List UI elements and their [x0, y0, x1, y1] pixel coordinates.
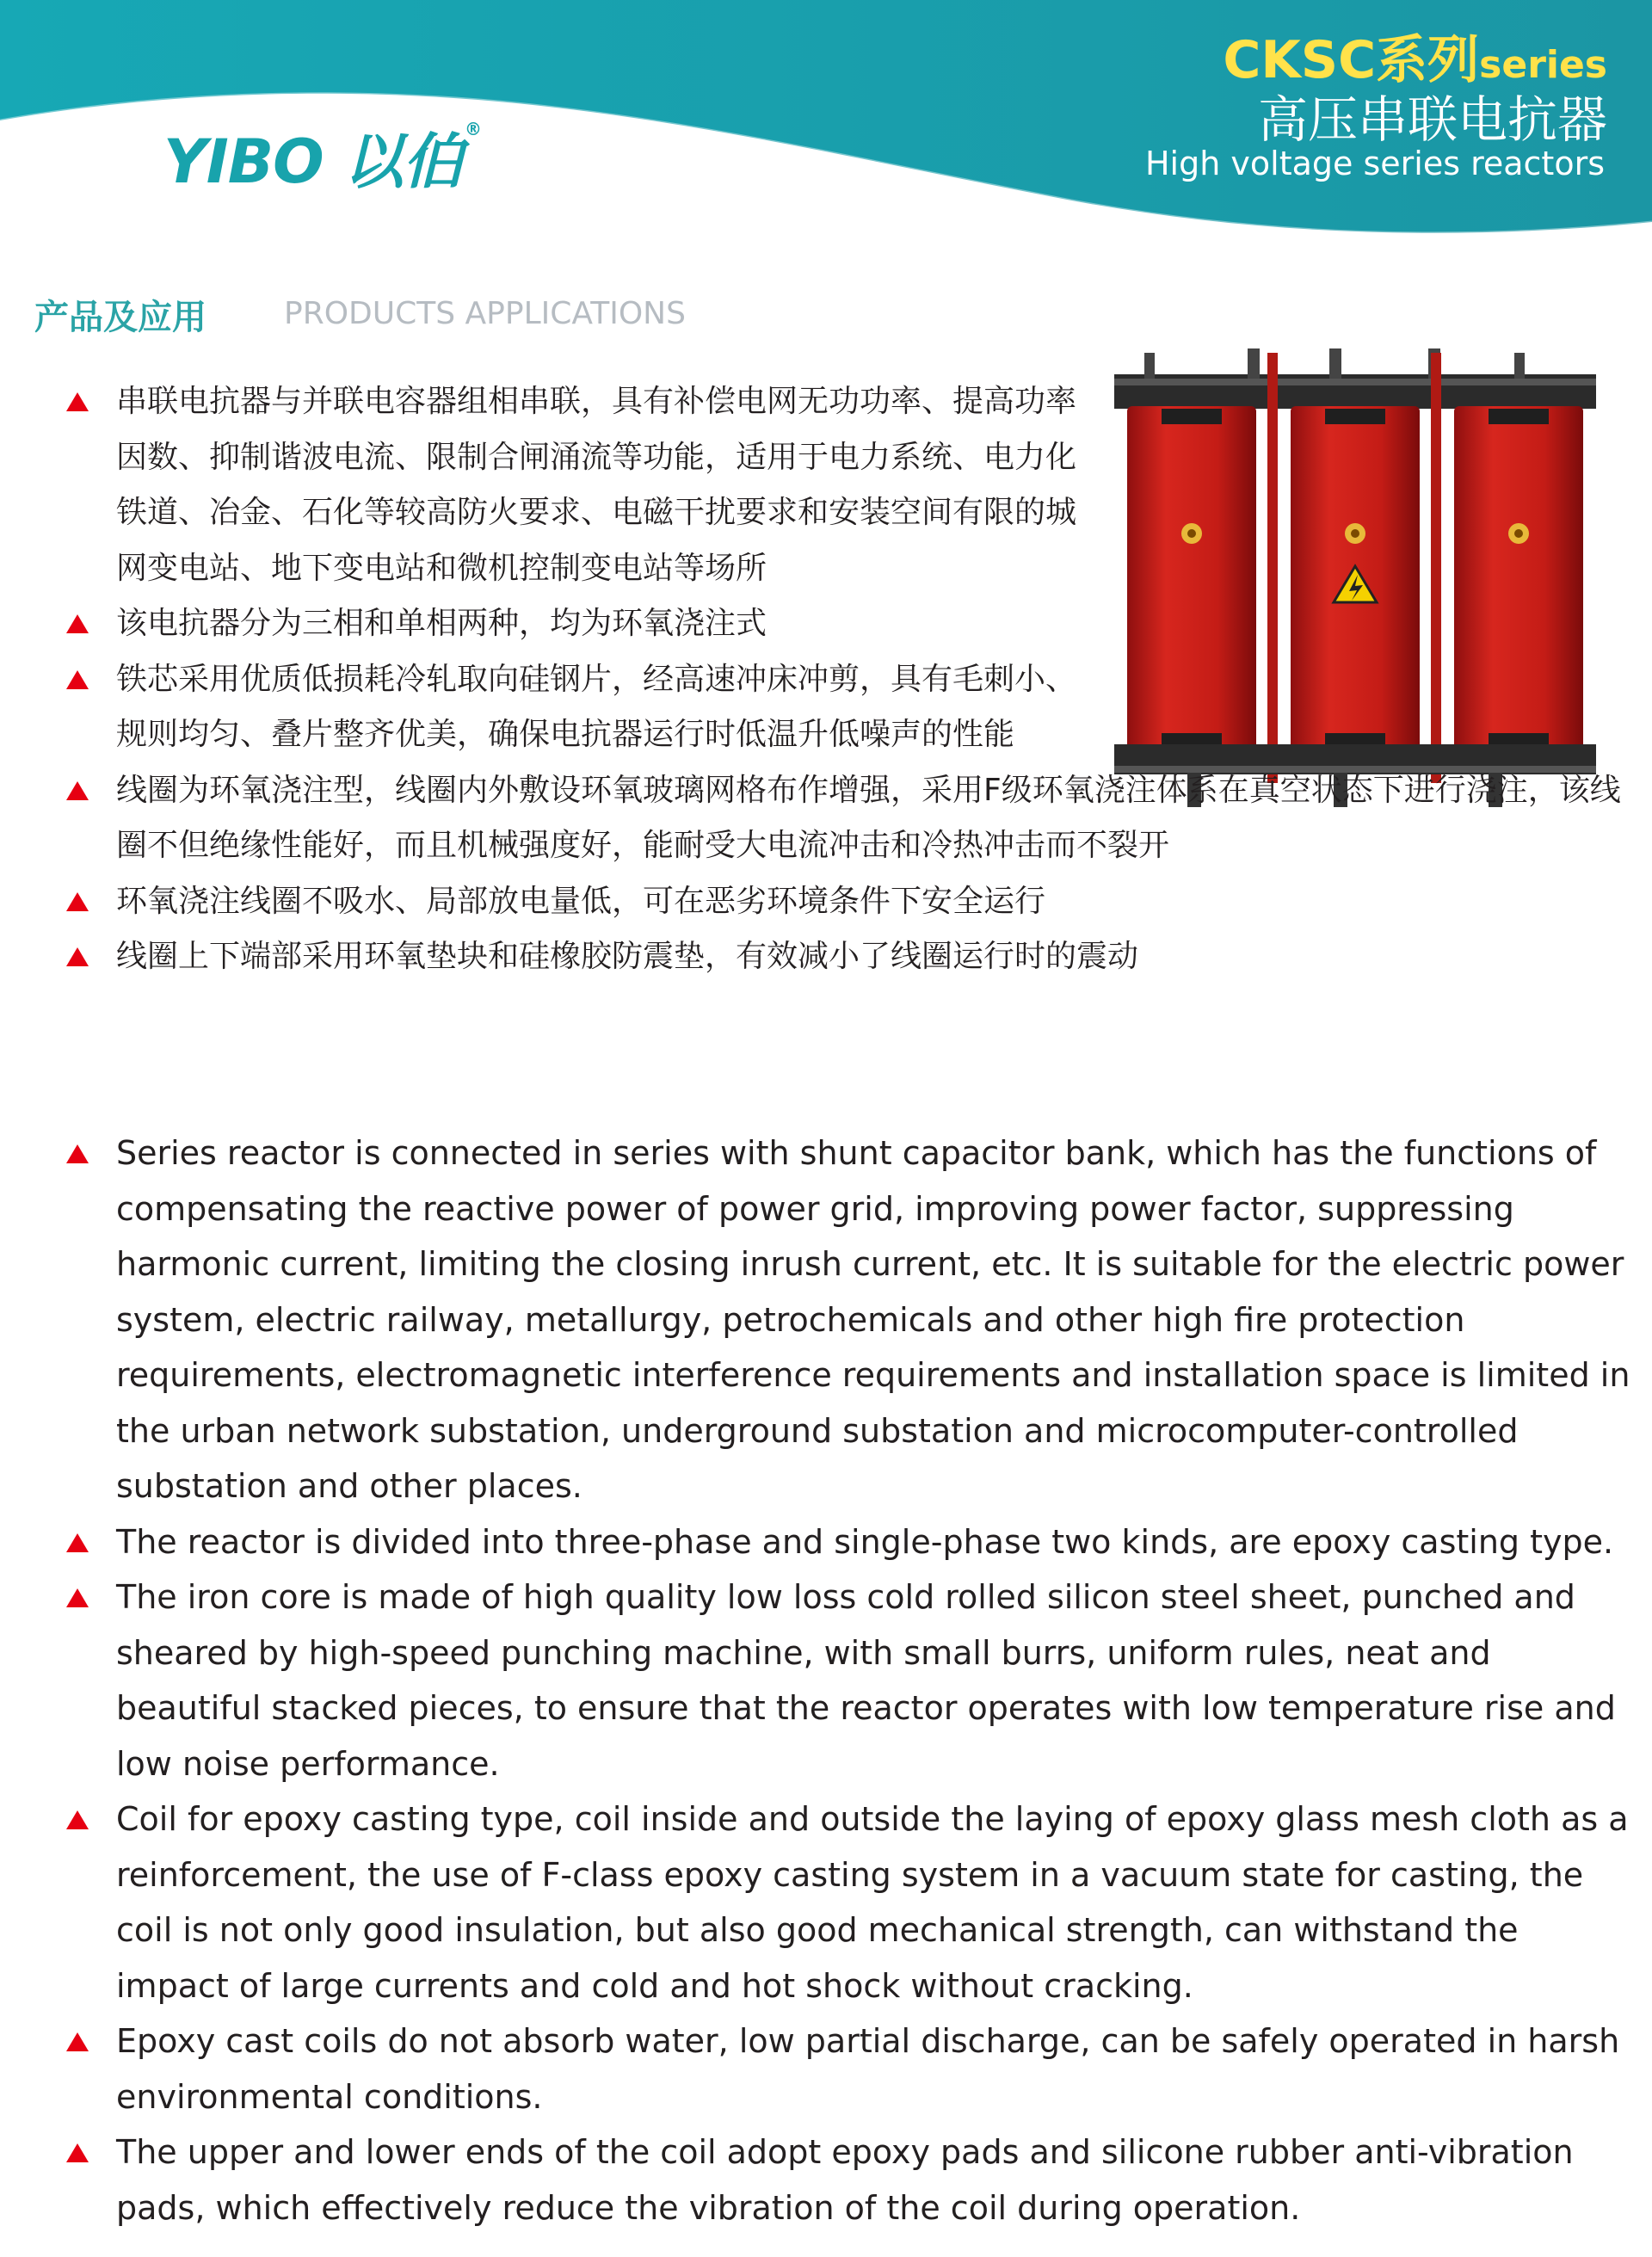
red-triangle-bullet-icon — [66, 892, 89, 911]
red-triangle-bullet-icon — [66, 2143, 89, 2162]
red-triangle-bullet-icon — [66, 2032, 89, 2051]
feature-cn-text: 铁芯采用优质低损耗冷轧取向硅钢片，经高速冲床冲剪，具有毛刺小、规则均匀、叠片整齐优美，确保电抗器运行时低温升低噪声的性能 — [116, 661, 1077, 752]
feature-en-item — [65, 2013, 1630, 2124]
features-en-list — [65, 1125, 1630, 2235]
series-suffix: series — [1479, 43, 1607, 87]
feature-en-text: The iron core is made of high quality low loss cold rolled silicon steel sheet, punched and sheared by high-speed punching machine, with small burrs, uniform rules, neat and beautiful stacked pieces, to ensure that the reactor operates with low temperature rise and low noise performance. — [116, 1578, 1616, 1783]
product-title-en: High voltage series reactors — [1144, 145, 1605, 182]
feature-cn-text: 线圈上下端部采用环氧垫块和硅橡胶防震垫，有效减小了线圈运行时的震动 — [116, 939, 1139, 974]
feature-cn-item — [65, 374, 1097, 596]
brand-logo — [163, 114, 481, 200]
red-triangle-bullet-icon — [66, 614, 89, 633]
feature-en-text: Series reactor is connected in series with shunt capacitor bank, which has the functions of compensating the reactive power of power grid, improving power factor, suppressing harmonic current, limiting the closing inrush current, etc. It is suitable for the electric power system, electric railway, metallurgy, petrochemicals and other high fire protection requirements, electromagnetic interference requirements and installation space is limited in the urban network substation, underground substation and microcomputer-controlled substation and other places. — [116, 1134, 1630, 1505]
section-title-en: PRODUCTS APPLICATIONS — [284, 296, 686, 331]
feature-en-item — [65, 1791, 1630, 2013]
feature-en-text: Coil for epoxy casting type, coil inside and outside the laying of epoxy glass mesh cloth as a reinforcement, the use of F-class epoxy casting system in a vacuum state for casting, the coil is not only good insulation, but also good mechanical strength, can withstand the impact of large currents and cold and hot shock without cracking. — [116, 1800, 1629, 2005]
red-triangle-bullet-icon — [66, 947, 89, 966]
logo-text: YIBO 以伯 — [163, 126, 462, 197]
red-triangle-bullet-icon — [66, 1810, 89, 1829]
feature-cn-item — [65, 763, 1630, 874]
registered-mark: ® — [464, 119, 481, 139]
feature-cn-item — [65, 652, 1097, 763]
feature-cn-text: 该电抗器分为三相和单相两种，均为环氧浇注式 — [116, 606, 767, 641]
red-triangle-bullet-icon — [66, 1533, 89, 1552]
feature-cn-item — [65, 929, 1630, 985]
feature-en-text: The upper and lower ends of the coil adopt epoxy pads and silicone rubber anti-vibration pads, which effectively reduce the vibration of the coil during operation. — [116, 2133, 1574, 2227]
red-triangle-bullet-icon — [66, 392, 89, 411]
feature-cn-item — [65, 874, 1630, 930]
feature-cn-text: 线圈为环氧浇注型，线圈内外敷设环氧玻璃网格布作增强，采用F级环氧浇注体系在真空状态下进行浇注，该线圈不但绝缘性能好，而且机械强度好，能耐受大电流冲击和冷热冲击而不裂开 — [116, 772, 1621, 863]
section-title-cn: 产品及应用 — [34, 298, 206, 337]
feature-cn-item — [65, 596, 1097, 652]
feature-en-item — [65, 2124, 1630, 2235]
feature-en-item — [65, 1125, 1630, 1514]
red-triangle-bullet-icon — [66, 1144, 89, 1163]
features-cn-list — [65, 374, 1630, 985]
red-triangle-bullet-icon — [66, 670, 89, 689]
feature-cn-text: 环氧浇注线圈不吸水、局部放电量低，可在恶劣环境条件下安全运行 — [116, 883, 1046, 919]
product-title-cn: 高压串联电抗器 — [1257, 90, 1607, 149]
feature-cn-text: 串联电抗器与并联电容器组相串联，具有补偿电网无功功率、提高功率因数、抑制谐波电流、限制合闸涌流等功能，适用于电力系统、电力化铁道、冶金、石化等较高防火要求、电磁干扰要求和安装空间有限的城网变电站、地下变电站和微机控制变电站等场所 — [116, 384, 1077, 586]
red-triangle-bullet-icon — [66, 781, 89, 800]
feature-en-text: Epoxy cast coils do not absorb water, low partial discharge, can be safely operated in harsh environmental conditions. — [116, 2022, 1620, 2116]
feature-en-item — [65, 1569, 1630, 1791]
red-triangle-bullet-icon — [66, 1588, 89, 1607]
feature-en-item — [65, 1514, 1630, 1570]
feature-en-text: The reactor is divided into three-phase and single-phase two kinds, are epoxy casting type. — [116, 1522, 1614, 1561]
series-code-text: CKSC系列 — [1223, 30, 1480, 90]
